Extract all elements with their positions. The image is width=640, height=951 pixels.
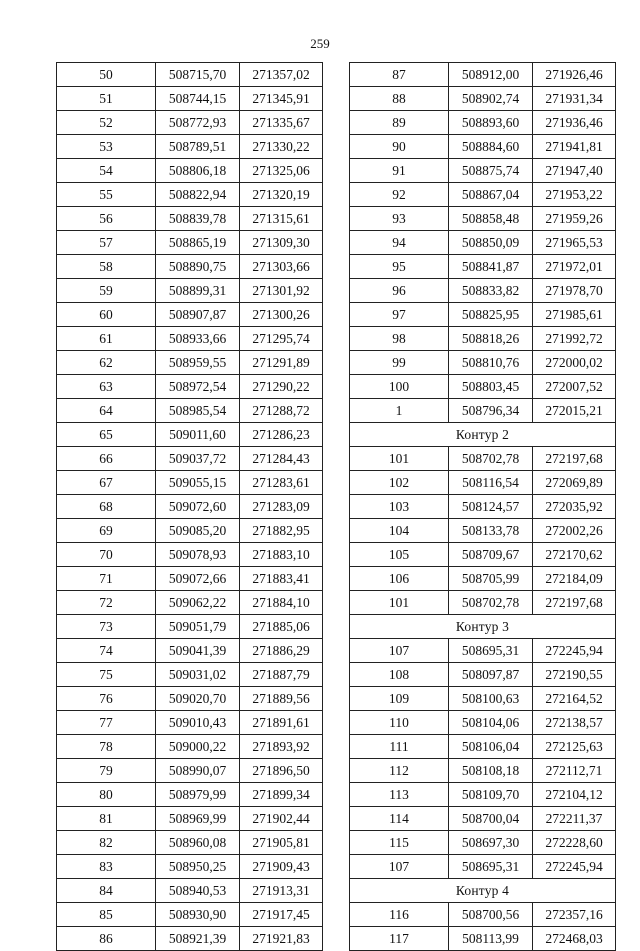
x-coordinate-cell: 508104,06 [449,711,533,735]
y-coordinate-cell: 271301,92 [240,279,323,303]
x-coordinate-cell: 508133,78 [449,519,533,543]
y-coordinate-cell: 272002,26 [533,519,616,543]
x-coordinate-cell: 509041,39 [156,639,240,663]
point-number-cell: 56 [57,207,156,231]
x-coordinate-cell: 509010,43 [156,711,240,735]
x-coordinate-cell: 508796,34 [449,399,533,423]
y-coordinate-cell: 272184,09 [533,567,616,591]
x-coordinate-cell: 508818,26 [449,327,533,351]
table-row [57,135,323,159]
table-row [350,87,616,111]
point-number-cell: 88 [350,87,449,111]
x-coordinate-cell: 508921,39 [156,927,240,951]
point-number-cell: 117 [350,927,449,951]
y-coordinate-cell: 272170,62 [533,543,616,567]
table-row [57,543,323,567]
table-row [350,231,616,255]
y-coordinate-cell: 271320,19 [240,183,323,207]
point-number-cell: 90 [350,135,449,159]
point-number-cell: 103 [350,495,449,519]
point-number-cell: 67 [57,471,156,495]
table-row [350,759,616,783]
y-coordinate-cell: 271953,22 [533,183,616,207]
y-coordinate-cell: 272104,12 [533,783,616,807]
contour-label: Контур 3 [350,615,616,639]
point-number-cell: 86 [57,927,156,951]
x-coordinate-cell: 509031,02 [156,663,240,687]
table-row [350,327,616,351]
table-row [350,903,616,927]
point-number-cell: 68 [57,495,156,519]
x-coordinate-cell: 508990,07 [156,759,240,783]
x-coordinate-cell: 508833,82 [449,279,533,303]
point-number-cell: 95 [350,255,449,279]
x-coordinate-cell: 508959,55 [156,351,240,375]
x-coordinate-cell: 508695,31 [449,639,533,663]
y-coordinate-cell: 271290,22 [240,375,323,399]
y-coordinate-cell: 271357,02 [240,63,323,87]
x-coordinate-cell: 508822,94 [156,183,240,207]
x-coordinate-cell: 508772,93 [156,111,240,135]
table-row [57,615,323,639]
x-coordinate-cell: 508100,63 [449,687,533,711]
table-row [350,255,616,279]
x-coordinate-cell: 508700,56 [449,903,533,927]
point-number-cell: 85 [57,903,156,927]
y-coordinate-cell: 271965,53 [533,231,616,255]
y-coordinate-cell: 271887,79 [240,663,323,687]
table-row [57,447,323,471]
table-row [57,231,323,255]
point-number-cell: 110 [350,711,449,735]
x-coordinate-cell: 508902,74 [449,87,533,111]
table-row [350,567,616,591]
y-coordinate-cell: 271286,23 [240,423,323,447]
x-coordinate-cell: 508893,60 [449,111,533,135]
y-coordinate-cell: 272015,21 [533,399,616,423]
x-coordinate-cell: 508985,54 [156,399,240,423]
table-row [57,399,323,423]
table-row [57,927,323,951]
y-coordinate-cell: 271288,72 [240,399,323,423]
point-number-cell: 114 [350,807,449,831]
table-row [57,759,323,783]
point-number-cell: 116 [350,903,449,927]
table-row [350,447,616,471]
table-row [57,327,323,351]
point-number-cell: 78 [57,735,156,759]
x-coordinate-cell: 508709,67 [449,543,533,567]
x-coordinate-cell: 508702,78 [449,591,533,615]
table-row [57,423,323,447]
x-coordinate-cell: 508697,30 [449,831,533,855]
table-row [57,807,323,831]
point-number-cell: 115 [350,831,449,855]
y-coordinate-cell: 271896,50 [240,759,323,783]
point-number-cell: 112 [350,759,449,783]
point-number-cell: 94 [350,231,449,255]
point-number-cell: 52 [57,111,156,135]
point-number-cell: 108 [350,663,449,687]
y-coordinate-cell: 272112,71 [533,759,616,783]
table-row [57,591,323,615]
table-row [57,183,323,207]
table-row [350,471,616,495]
y-coordinate-cell: 271284,43 [240,447,323,471]
y-coordinate-cell: 272197,68 [533,591,616,615]
table-row [57,87,323,111]
y-coordinate-cell: 272228,60 [533,831,616,855]
point-number-cell: 74 [57,639,156,663]
table-row [350,279,616,303]
y-coordinate-cell: 272007,52 [533,375,616,399]
x-coordinate-cell: 508875,74 [449,159,533,183]
table-row [350,111,616,135]
point-number-cell: 87 [350,63,449,87]
point-number-cell: 111 [350,735,449,759]
x-coordinate-cell: 508933,66 [156,327,240,351]
x-coordinate-cell: 508744,15 [156,87,240,111]
point-number-cell: 99 [350,351,449,375]
x-coordinate-cell: 508899,31 [156,279,240,303]
x-coordinate-cell: 508106,04 [449,735,533,759]
y-coordinate-cell: 272164,52 [533,687,616,711]
y-coordinate-cell: 271921,83 [240,927,323,951]
x-coordinate-cell: 508912,00 [449,63,533,87]
x-coordinate-cell: 508806,18 [156,159,240,183]
table-row [350,831,616,855]
point-number-cell: 1 [350,399,449,423]
point-number-cell: 84 [57,879,156,903]
y-coordinate-cell: 272357,16 [533,903,616,927]
y-coordinate-cell: 271985,61 [533,303,616,327]
point-number-cell: 97 [350,303,449,327]
table-row [57,783,323,807]
y-coordinate-cell: 271300,26 [240,303,323,327]
x-coordinate-cell: 509072,66 [156,567,240,591]
point-number-cell: 101 [350,447,449,471]
y-coordinate-cell: 271893,92 [240,735,323,759]
point-number-cell: 96 [350,279,449,303]
y-coordinate-cell: 271345,91 [240,87,323,111]
table-row [350,495,616,519]
y-coordinate-cell: 272035,92 [533,495,616,519]
point-number-cell: 107 [350,639,449,663]
y-coordinate-cell: 271905,81 [240,831,323,855]
point-number-cell: 66 [57,447,156,471]
y-coordinate-cell: 271295,74 [240,327,323,351]
table-row [350,135,616,159]
point-number-cell: 76 [57,687,156,711]
y-coordinate-cell: 271931,34 [533,87,616,111]
table-row [350,735,616,759]
table-row [350,207,616,231]
y-coordinate-cell: 271883,41 [240,567,323,591]
y-coordinate-cell: 272197,68 [533,447,616,471]
table-row [57,663,323,687]
x-coordinate-cell: 508858,48 [449,207,533,231]
table-row [57,711,323,735]
table-row [350,351,616,375]
x-coordinate-cell: 509055,15 [156,471,240,495]
x-coordinate-cell: 509020,70 [156,687,240,711]
y-coordinate-cell: 271941,81 [533,135,616,159]
point-number-cell: 104 [350,519,449,543]
point-number-cell: 100 [350,375,449,399]
point-number-cell: 71 [57,567,156,591]
x-coordinate-cell: 508108,18 [449,759,533,783]
x-coordinate-cell: 508803,45 [449,375,533,399]
x-coordinate-cell: 508113,99 [449,927,533,951]
x-coordinate-cell: 508867,04 [449,183,533,207]
y-coordinate-cell: 272000,02 [533,351,616,375]
table-row [350,63,616,87]
y-coordinate-cell: 271891,61 [240,711,323,735]
table-row [350,711,616,735]
x-coordinate-cell: 509085,20 [156,519,240,543]
x-coordinate-cell: 508979,99 [156,783,240,807]
y-coordinate-cell: 271303,66 [240,255,323,279]
x-coordinate-cell: 508705,99 [449,567,533,591]
y-coordinate-cell: 271902,44 [240,807,323,831]
table-row [57,879,323,903]
page-number: 259 [310,36,330,51]
y-coordinate-cell: 271992,72 [533,327,616,351]
table-row [350,543,616,567]
y-coordinate-cell: 272211,37 [533,807,616,831]
point-number-cell: 54 [57,159,156,183]
y-coordinate-cell: 271883,10 [240,543,323,567]
y-coordinate-cell: 271885,06 [240,615,323,639]
point-number-cell: 64 [57,399,156,423]
point-number-cell: 63 [57,375,156,399]
contour-label: Контур 4 [350,879,616,903]
table-row [57,111,323,135]
table-row [350,855,616,879]
x-coordinate-cell: 508850,09 [449,231,533,255]
x-coordinate-cell: 508907,87 [156,303,240,327]
table-row [57,207,323,231]
point-number-cell: 77 [57,711,156,735]
table-row [350,783,616,807]
point-number-cell: 107 [350,855,449,879]
x-coordinate-cell: 508950,25 [156,855,240,879]
table-row [350,927,616,951]
coordinates-table-right [349,62,616,951]
y-coordinate-cell: 272468,03 [533,927,616,951]
x-coordinate-cell: 508969,99 [156,807,240,831]
point-number-cell: 72 [57,591,156,615]
point-number-cell: 70 [57,543,156,567]
point-number-cell: 50 [57,63,156,87]
table-row [350,639,616,663]
table-row [350,663,616,687]
point-number-cell: 65 [57,423,156,447]
y-coordinate-cell: 272190,55 [533,663,616,687]
point-number-cell: 83 [57,855,156,879]
point-number-cell: 80 [57,783,156,807]
x-coordinate-cell: 508865,19 [156,231,240,255]
table-row [57,855,323,879]
point-number-cell: 53 [57,135,156,159]
x-coordinate-cell: 508890,75 [156,255,240,279]
contour-header-row [350,879,616,903]
point-number-cell: 79 [57,759,156,783]
y-coordinate-cell: 272125,63 [533,735,616,759]
table-row [350,807,616,831]
y-coordinate-cell: 271283,09 [240,495,323,519]
y-coordinate-cell: 271947,40 [533,159,616,183]
y-coordinate-cell: 271899,34 [240,783,323,807]
point-number-cell: 58 [57,255,156,279]
x-coordinate-cell: 508097,87 [449,663,533,687]
table-row [350,375,616,399]
x-coordinate-cell: 508695,31 [449,855,533,879]
point-number-cell: 113 [350,783,449,807]
y-coordinate-cell: 271309,30 [240,231,323,255]
y-coordinate-cell: 271886,29 [240,639,323,663]
point-number-cell: 75 [57,663,156,687]
x-coordinate-cell: 508884,60 [449,135,533,159]
y-coordinate-cell: 271291,89 [240,351,323,375]
y-coordinate-cell: 271909,43 [240,855,323,879]
x-coordinate-cell: 508789,51 [156,135,240,159]
y-coordinate-cell: 271913,31 [240,879,323,903]
table-row [57,495,323,519]
point-number-cell: 55 [57,183,156,207]
y-coordinate-cell: 271917,45 [240,903,323,927]
point-number-cell: 81 [57,807,156,831]
x-coordinate-cell: 508940,53 [156,879,240,903]
x-coordinate-cell: 508960,08 [156,831,240,855]
table-row [57,63,323,87]
x-coordinate-cell: 508700,04 [449,807,533,831]
x-coordinate-cell: 508839,78 [156,207,240,231]
x-coordinate-cell: 509072,60 [156,495,240,519]
table-row [57,159,323,183]
point-number-cell: 109 [350,687,449,711]
coordinates-table-left [56,62,323,951]
x-coordinate-cell: 509078,93 [156,543,240,567]
y-coordinate-cell: 271325,06 [240,159,323,183]
table-row [57,567,323,591]
point-number-cell: 51 [57,87,156,111]
y-coordinate-cell: 271926,46 [533,63,616,87]
table-row [57,903,323,927]
x-coordinate-cell: 508810,76 [449,351,533,375]
point-number-cell: 62 [57,351,156,375]
y-coordinate-cell: 272138,57 [533,711,616,735]
contour-label: Контур 2 [350,423,616,447]
table-row [350,519,616,543]
point-number-cell: 89 [350,111,449,135]
point-number-cell: 57 [57,231,156,255]
table-row [57,375,323,399]
table-row [57,471,323,495]
point-number-cell: 60 [57,303,156,327]
y-coordinate-cell: 271972,01 [533,255,616,279]
point-number-cell: 106 [350,567,449,591]
table-row [57,639,323,663]
y-coordinate-cell: 271959,26 [533,207,616,231]
point-number-cell: 101 [350,591,449,615]
table-row [350,687,616,711]
point-number-cell: 73 [57,615,156,639]
x-coordinate-cell: 508841,87 [449,255,533,279]
x-coordinate-cell: 509000,22 [156,735,240,759]
point-number-cell: 69 [57,519,156,543]
y-coordinate-cell: 272245,94 [533,639,616,663]
x-coordinate-cell: 509011,60 [156,423,240,447]
point-number-cell: 98 [350,327,449,351]
table-row [350,303,616,327]
point-number-cell: 102 [350,471,449,495]
point-number-cell: 82 [57,831,156,855]
table-row [57,279,323,303]
point-number-cell: 92 [350,183,449,207]
y-coordinate-cell: 271882,95 [240,519,323,543]
table-row [57,687,323,711]
y-coordinate-cell: 271283,61 [240,471,323,495]
table-row [350,183,616,207]
x-coordinate-cell: 508702,78 [449,447,533,471]
table-row [57,519,323,543]
y-coordinate-cell: 271315,61 [240,207,323,231]
y-coordinate-cell: 271884,10 [240,591,323,615]
x-coordinate-cell: 509051,79 [156,615,240,639]
y-coordinate-cell: 271978,70 [533,279,616,303]
table-row [57,735,323,759]
x-coordinate-cell: 508825,95 [449,303,533,327]
table-row [350,399,616,423]
table-row [57,303,323,327]
point-number-cell: 59 [57,279,156,303]
x-coordinate-cell: 508109,70 [449,783,533,807]
point-number-cell: 105 [350,543,449,567]
table-row [57,255,323,279]
point-number-cell: 61 [57,327,156,351]
x-coordinate-cell: 509062,22 [156,591,240,615]
y-coordinate-cell: 271335,67 [240,111,323,135]
x-coordinate-cell: 508124,57 [449,495,533,519]
x-coordinate-cell: 508116,54 [449,471,533,495]
y-coordinate-cell: 271936,46 [533,111,616,135]
contour-header-row [350,615,616,639]
y-coordinate-cell: 271889,56 [240,687,323,711]
y-coordinate-cell: 271330,22 [240,135,323,159]
x-coordinate-cell: 508715,70 [156,63,240,87]
point-number-cell: 91 [350,159,449,183]
y-coordinate-cell: 272069,89 [533,471,616,495]
table-row [350,591,616,615]
table-row [350,159,616,183]
table-row [57,351,323,375]
x-coordinate-cell: 508972,54 [156,375,240,399]
x-coordinate-cell: 509037,72 [156,447,240,471]
table-row [57,831,323,855]
x-coordinate-cell: 508930,90 [156,903,240,927]
y-coordinate-cell: 272245,94 [533,855,616,879]
point-number-cell: 93 [350,207,449,231]
contour-header-row [350,423,616,447]
